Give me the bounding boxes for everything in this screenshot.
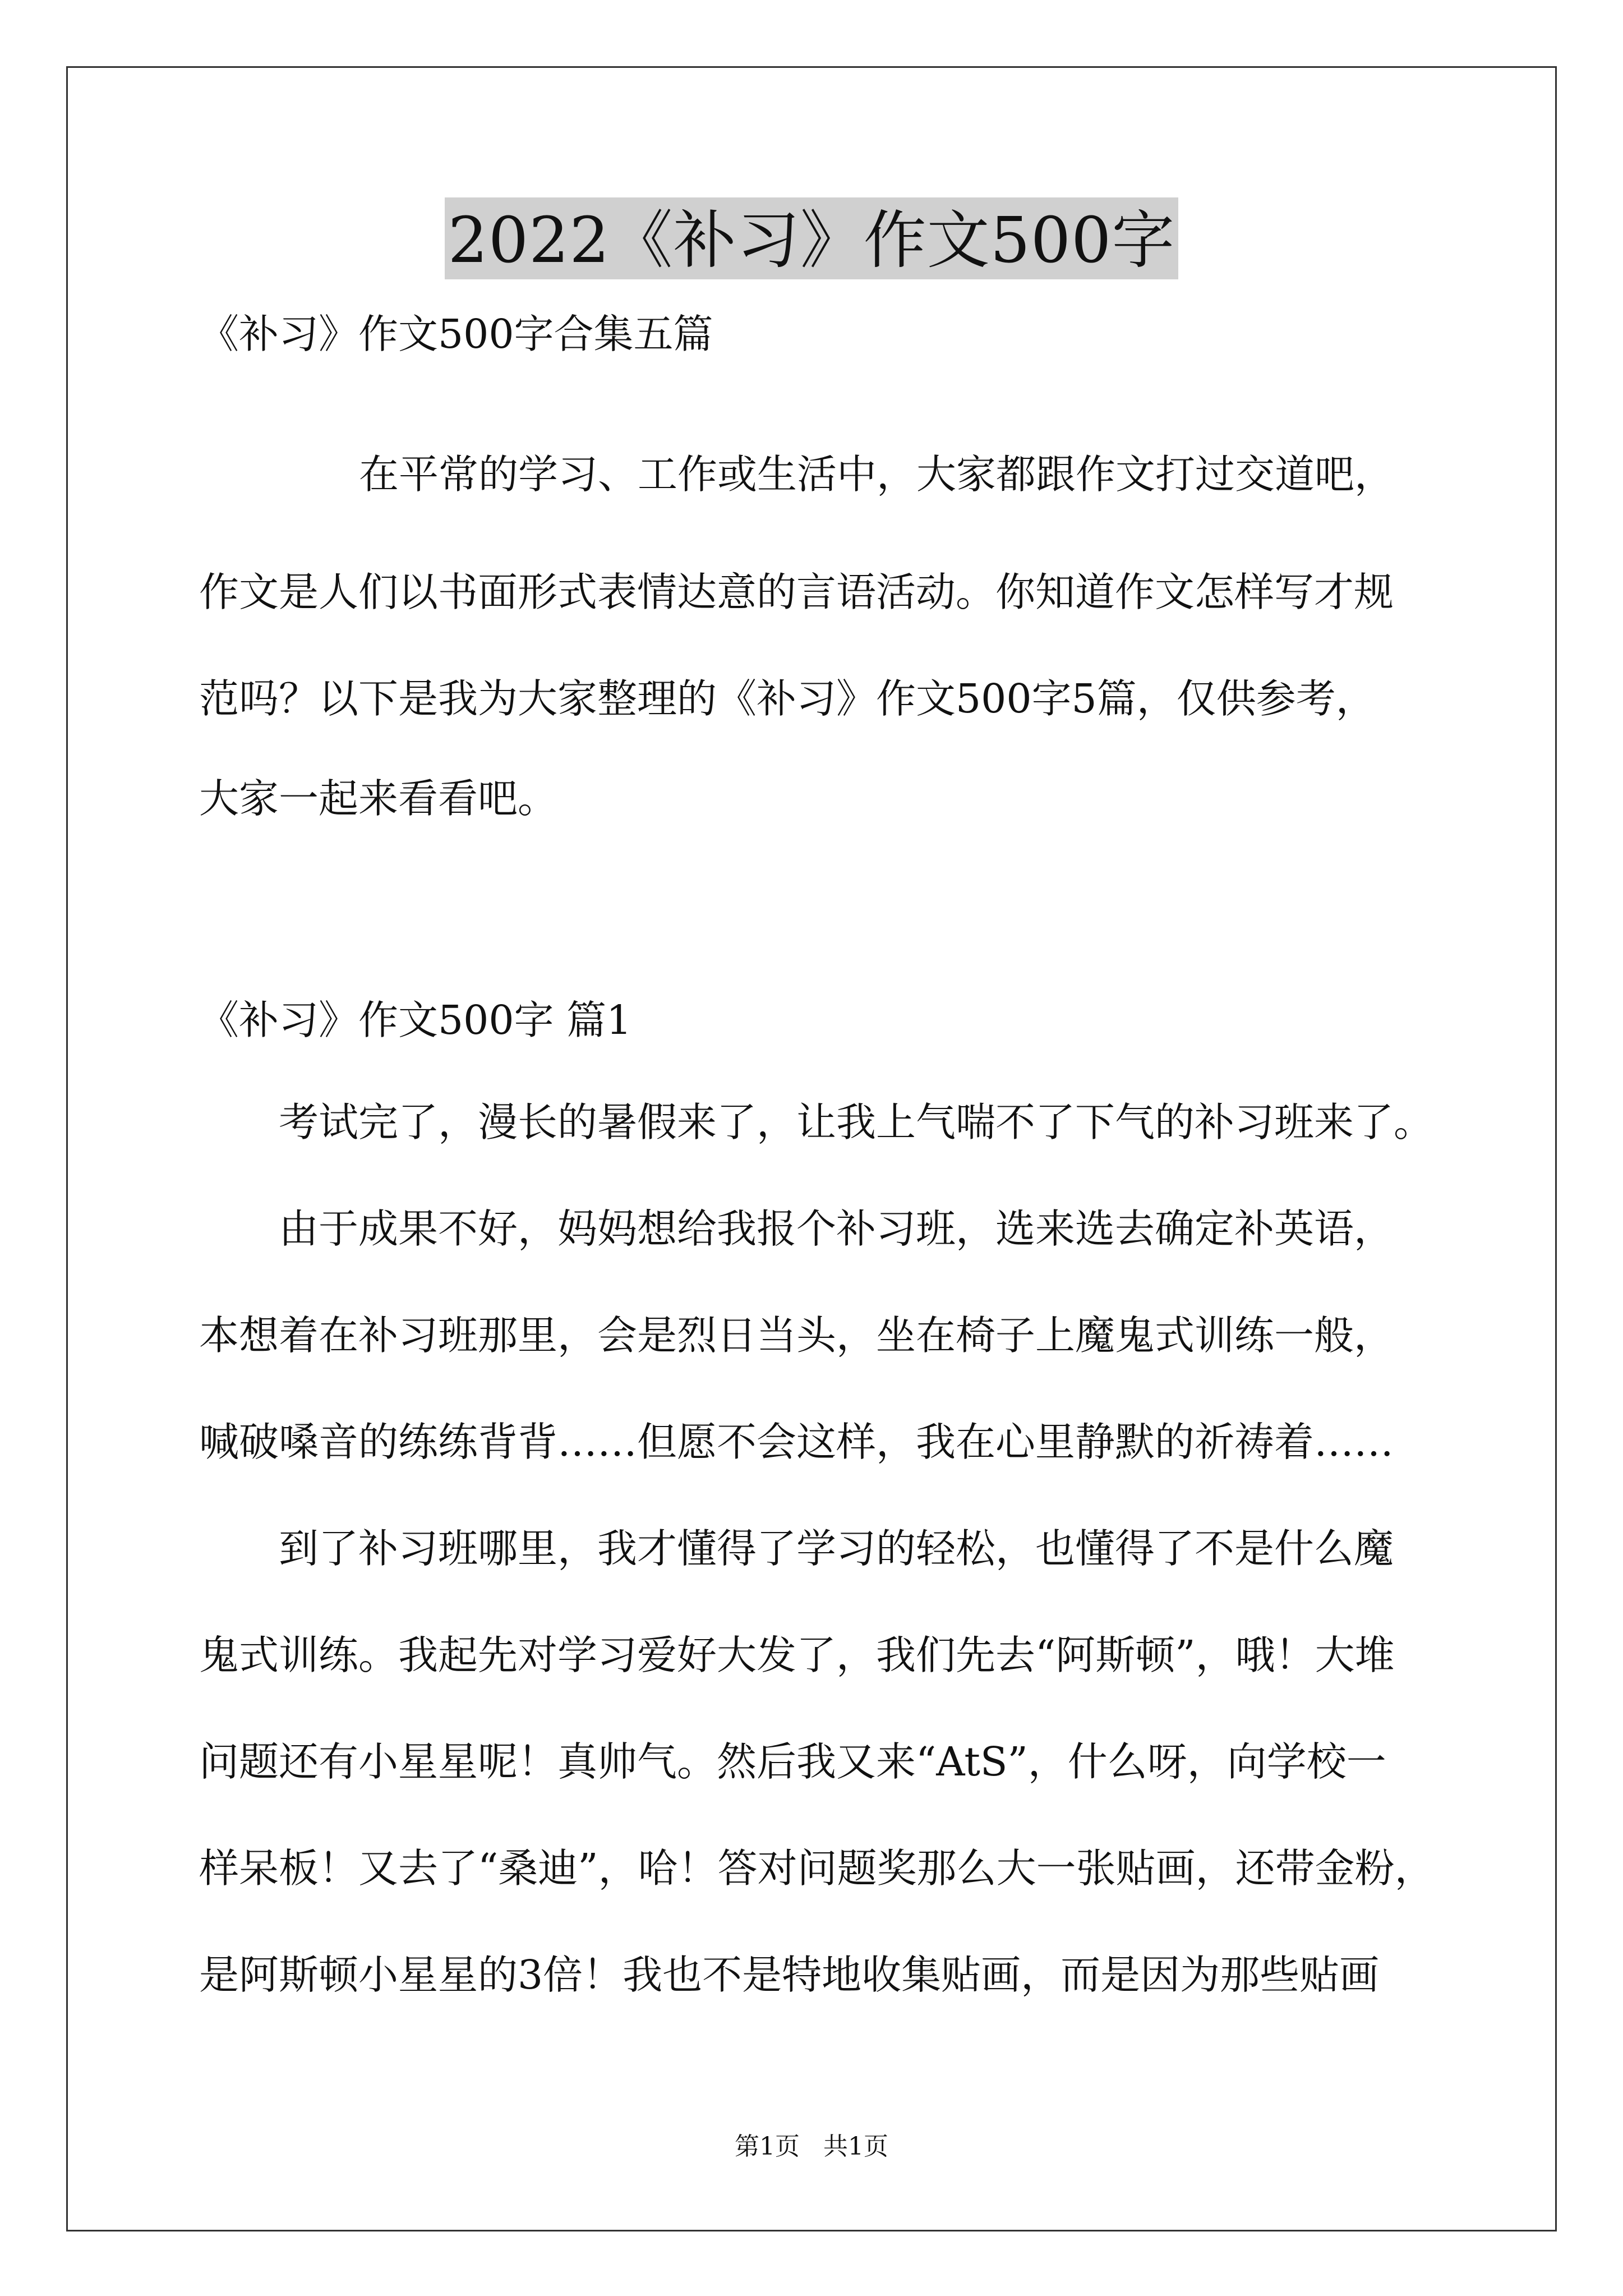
body-line-5: 到了补习班哪里，我才懂得了学习的轻松，也懂得了不是什么魔: [279, 1525, 1394, 1572]
intro-line-4: 大家一起来看看吧。: [199, 775, 558, 822]
page-border: [66, 66, 1557, 2231]
body-line-6: 鬼式训练。我起先对学习爱好大发了，我们先去“阿斯顿”，哦！大堆: [199, 1632, 1395, 1678]
body-line-7: 问题还有小星星呢！真帅气。然后我又来“AtS”，什么呀，向学校一: [199, 1738, 1386, 1785]
document-title-block: [0, 197, 1623, 279]
body-line-3: 本想着在补习班那里，会是烈日当头，坐在椅子上魔鬼式训练一般，: [199, 1312, 1394, 1359]
document-subtitle: 《补习》作文500字合集五篇: [199, 311, 713, 357]
intro-line-1: 在平常的学习、工作或生活中，大家都跟作文打过交道吧，: [359, 451, 1395, 498]
body-line-1: 考试完了，漫长的暑假来了，让我上气喘不了下气的补习班来了。: [279, 1099, 1434, 1145]
body-line-8: 样呆板！又去了“桑迪”，哈！答对问题奖那么大一张贴画，还带金粉，: [199, 1845, 1435, 1892]
body-line-9: 是阿斯顿小星星的3倍！我也不是特地收集贴画，而是因为那些贴画: [199, 1952, 1380, 1998]
intro-line-2: 作文是人们以书面形式表情达意的言语活动。你知道作文怎样写才规: [199, 569, 1394, 615]
section-heading: 《补习》作文500字 篇1: [199, 997, 632, 1043]
page-footer: 第1页 共1页: [735, 2132, 888, 2161]
body-line-4: 喊破嗓音的练练背背……但愿不会这样，我在心里静默的祈祷着……: [199, 1419, 1394, 1465]
body-line-2: 由于成果不好，妈妈想给我报个补习班，选来选去确定补英语，: [279, 1205, 1394, 1252]
document-title: 2022《补习》作文500字: [445, 197, 1179, 279]
intro-line-3: 范吗？以下是我为大家整理的《补习》作文500字5篇，仅供参考，: [199, 675, 1376, 722]
